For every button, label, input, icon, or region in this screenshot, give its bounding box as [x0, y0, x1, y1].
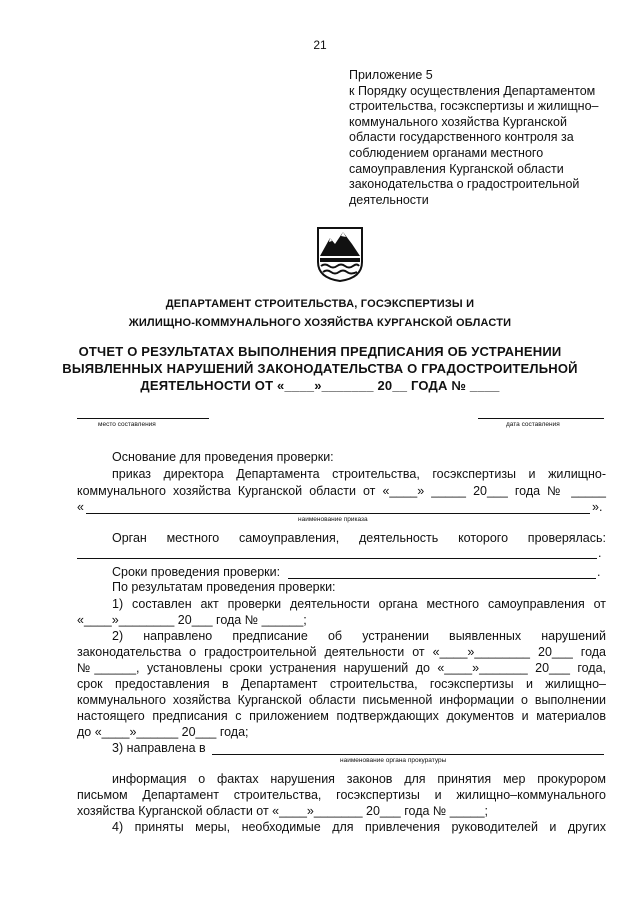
appendix-line: Приложение 5 — [349, 68, 433, 82]
item2-line-4: срок предоставления в Департамент строительства, госэкспертизы и жилищно– — [77, 677, 606, 691]
item2-line-7: до «____»______ 20___ года; — [77, 725, 249, 739]
appendix-block — [349, 68, 599, 208]
organ-underline — [77, 558, 597, 559]
organ-line: Орган местного самоуправления, деятельность которого проверялась: — [112, 531, 606, 545]
place-underline — [77, 418, 209, 419]
item2-line-5: коммунального хозяйства Курганской области письменной информации о выполнении — [77, 693, 606, 707]
appendix-line: к Порядку осуществления Департаментом — [349, 83, 596, 98]
item2-line-3: №______, установлены сроки устранения нарушений до «____»_______ 20___ года, — [77, 661, 606, 675]
quote-close: ». — [592, 500, 603, 514]
item2-line-2: законодательства о градостроительной деятельности от «____»________ 20___ года — [77, 645, 606, 659]
page-number: 21 — [313, 38, 327, 52]
appendix-line: области государственного контроля за — [349, 130, 574, 145]
report-title-line-2: ВЫЯВЛЕННЫХ НАРУШЕНИЙ ЗАКОНОДАТЕЛЬСТВА О ГРАДОСТРОИТЕЛЬНОЙ — [62, 361, 578, 376]
results-label: По результатам проведения проверки: — [112, 580, 336, 594]
order-line-2: коммунального хозяйства Курганской области от «____» _____ 20___ года № _____ — [77, 484, 606, 498]
item4-line-1: 4) приняты меры, необходимые для привлечения руководителей и других — [112, 820, 606, 834]
date-underline — [478, 418, 604, 419]
department-line-1: ДЕПАРТАМЕНТ СТРОИТЕЛЬСТВА, ГОСЭКСПЕРТИЗЫ И — [165, 298, 475, 310]
appendix-line: деятельности — [349, 192, 429, 207]
appendix-line: самоуправления Курганской области — [349, 161, 564, 176]
appendix-line: коммунального хозяйства Курганской — [349, 114, 567, 129]
prosecutor-caption: наименование органа прокуратуры — [340, 757, 447, 764]
info-line-1: информация о фактах нарушения законов для принятия мер прокурором — [112, 772, 606, 786]
organ-end: . — [598, 546, 602, 560]
date-caption: дата составления — [506, 421, 560, 428]
item2-line-1: 2) направлено предписание об устранении выявленных нарушений — [112, 629, 606, 643]
appendix-line: строительства, госэкспертизы и жилищно– — [349, 99, 599, 114]
quote-open: « — [77, 500, 84, 514]
prosecutor-underline — [212, 754, 604, 755]
item1-line-2: «____»________ 20___ года № ______; — [77, 613, 307, 627]
terms-underline — [288, 578, 596, 579]
info-line-2: письмом Департамент строительства, госэкспертизы и жилищно–коммунального — [77, 788, 606, 802]
item1-line-1: 1) составлен акт проверки деятельности органа местного самоуправления от — [112, 597, 606, 611]
order-line-1: приказ директора Департамента строительства, госэкспертизы и жилищно- — [112, 467, 606, 481]
item2-line-6: настоящего предписания с приложением подтверждающих документов и материалов — [77, 709, 606, 723]
appendix-line: законодательства о градостроительной — [349, 177, 580, 192]
terms-label: Сроки проведения проверки: — [112, 565, 281, 579]
item3-label: 3) направлена в — [112, 741, 206, 755]
coat-of-arms-icon — [316, 226, 364, 282]
report-title-line-3: ДЕЯТЕЛЬНОСТИ ОТ «____»_______ 20__ ГОДА № ____ — [140, 378, 500, 393]
order-name-caption: наименование приказа — [298, 516, 368, 523]
order-name-underline — [86, 513, 590, 514]
report-title-line-1: ОТЧЕТ О РЕЗУЛЬТАТАХ ВЫПОЛНЕНИЯ ПРЕДПИСАНИЯ ОБ УСТРАНЕНИИ — [78, 344, 562, 359]
appendix-line: соблюдением органами местного — [349, 145, 544, 160]
department-line-2: ЖИЛИЩНО-КОММУНАЛЬНОГО ХОЗЯЙСТВА КУРГАНСКОЙ ОБЛАСТИ — [128, 317, 512, 329]
info-line-3: хозяйства Курганской области от «____»_______ 20___ года № _____; — [77, 804, 489, 818]
place-caption: место составления — [98, 421, 156, 428]
basis-label: Основание для проведения проверки: — [112, 450, 334, 464]
terms-end: . — [597, 565, 601, 579]
